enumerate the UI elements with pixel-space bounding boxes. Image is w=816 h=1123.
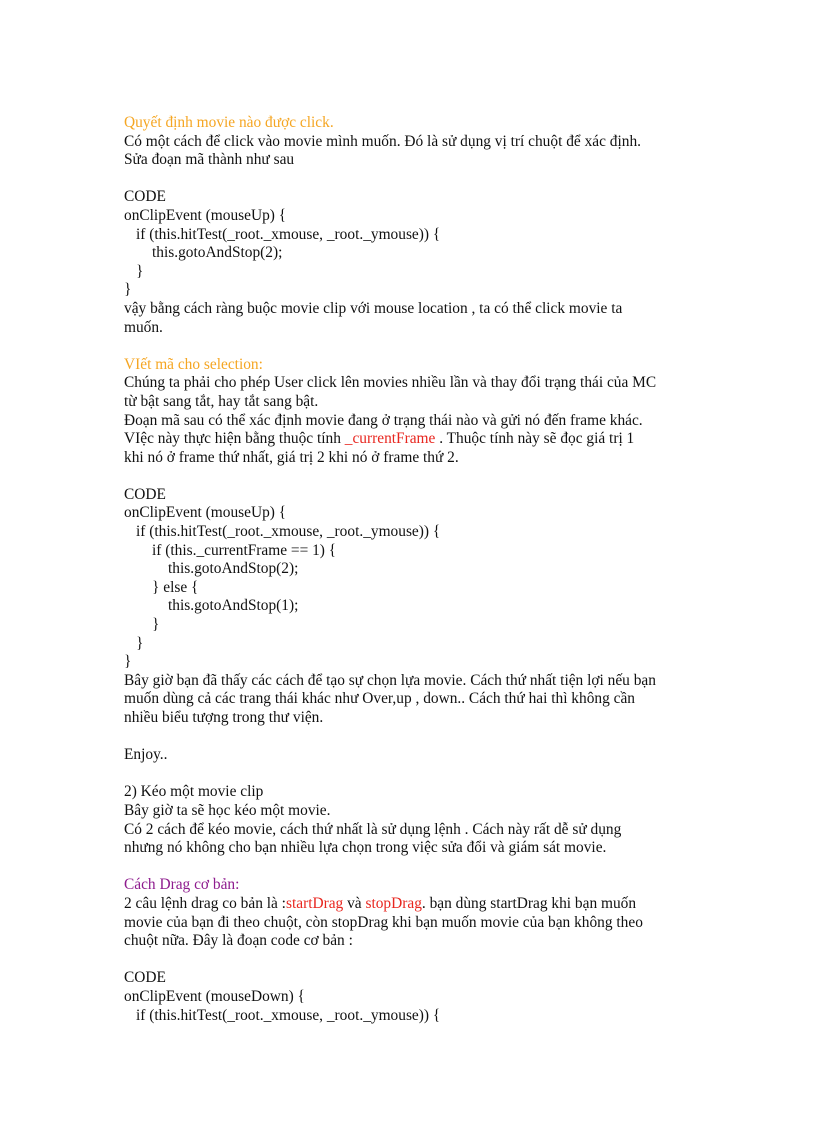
section-heading-selection: VIết mã cho selection: xyxy=(124,355,263,373)
document-page xyxy=(124,114,724,1025)
blank-line xyxy=(124,728,724,747)
code-line: if (this.hitTest(_root._xmouse, _root._ymouse)) { xyxy=(136,523,441,541)
code-line: this.gotoAndStop(2); xyxy=(152,244,283,262)
paragraph-line: Đoạn mã sau có thể xác định movie đang ở trạng thái nào và gửi nó đến frame khác. xyxy=(124,411,643,429)
paragraph-line: chuột nữa. Đây là đoạn code cơ bản : xyxy=(124,932,353,950)
section-heading-basic-drag: Cách Drag cơ bản: xyxy=(124,876,240,894)
paragraph-line xyxy=(124,895,724,914)
paragraph-line: khi nó ở frame thứ nhất, giá trị 2 khi nó ở frame thứ 2. xyxy=(124,448,459,466)
code-line: } else { xyxy=(152,578,199,596)
section-heading-click: Quyết định movie nào được click. xyxy=(124,114,334,131)
text-run: . Thuộc tính này sẽ đọc giá trị 1 xyxy=(435,430,635,448)
highlight-startdrag: startDrag xyxy=(285,894,344,912)
code-label: CODE xyxy=(124,485,166,503)
paragraph-line: vậy bằng cách ràng buộc movie clip với mouse location , ta có thể click movie ta xyxy=(124,299,623,317)
blank-line xyxy=(124,858,724,877)
paragraph-line xyxy=(124,430,724,449)
blank-line xyxy=(124,951,724,970)
code-line: this.gotoAndStop(2); xyxy=(168,560,299,578)
text-run: . bạn dùng startDrag khi bạn muốn xyxy=(421,894,637,912)
blank-line xyxy=(124,467,724,486)
paragraph-line: Có một cách để click vào movie mình muốn. Đó là sử dụng vị trí chuột để xác định. xyxy=(124,132,641,150)
code-line: onClipEvent (mouseUp) { xyxy=(124,504,287,522)
paragraph-line: Bây giờ ta sẽ học kéo một movie. xyxy=(124,801,331,819)
code-line: this.gotoAndStop(1); xyxy=(168,597,299,615)
text-run: và xyxy=(343,894,366,912)
paragraph-line: Chúng ta phải cho phép User click lên movies nhiều lần và thay đổi trạng thái của MC xyxy=(124,374,657,392)
code-line: onClipEvent (mouseUp) { xyxy=(124,206,287,224)
paragraph-line: Bây giờ bạn đã thấy các cách để tạo sự chọn lựa movie. Cách thứ nhất tiện lợi nếu bạn xyxy=(124,671,656,689)
paragraph-line: muốn dùng cả các trang thái khác như Over,up , down.. Cách thứ hai thì không cần xyxy=(124,690,635,708)
paragraph-line: nhưng nó không cho bạn nhiều lựa chọn trong việc sửa đổi và giám sát movie. xyxy=(124,839,607,857)
section-heading-drag: 2) Kéo một movie clip xyxy=(124,783,264,801)
text-run: 2 câu lệnh drag co bản là : xyxy=(124,894,286,912)
paragraph-line: Có 2 cách để kéo movie, cách thứ nhất là sử dụng lệnh . Cách này rất dễ sử dụng xyxy=(124,820,622,838)
code-line: } xyxy=(136,262,144,280)
highlight-currentframe: _currentFrame xyxy=(344,430,436,448)
code-line: if (this._currentFrame == 1) { xyxy=(152,541,337,559)
paragraph-line: movie của bạn đi theo chuột, còn stopDrag khi bạn muốn movie của bạn không theo xyxy=(124,913,643,931)
code-line: } xyxy=(124,281,132,299)
code-line: } xyxy=(152,616,160,634)
paragraph-line: muốn. xyxy=(124,318,163,336)
code-label: CODE xyxy=(124,188,166,206)
paragraph-line: Sửa đoạn mã thành như sau xyxy=(124,151,295,169)
highlight-stopdrag: stopDrag xyxy=(365,894,422,912)
code-line: if (this.hitTest(_root._xmouse, _root._ymouse)) { xyxy=(136,1006,441,1024)
paragraph-line: Enjoy.. xyxy=(124,746,168,764)
code-line: } xyxy=(136,634,144,652)
code-line: if (this.hitTest(_root._xmouse, _root._ymouse)) { xyxy=(136,225,441,243)
blank-line xyxy=(124,765,724,784)
code-line: } xyxy=(124,653,132,671)
text-run: VIệc này thực hiện bằng thuộc tính xyxy=(124,430,345,448)
code-line: onClipEvent (mouseDown) { xyxy=(124,987,305,1005)
paragraph-line: từ bật sang tắt, hay tắt sang bật. xyxy=(124,392,319,410)
blank-line xyxy=(124,337,724,356)
paragraph-line: nhiều biểu tượng trong thư viện. xyxy=(124,709,324,726)
blank-line xyxy=(124,170,724,189)
code-label: CODE xyxy=(124,969,166,987)
